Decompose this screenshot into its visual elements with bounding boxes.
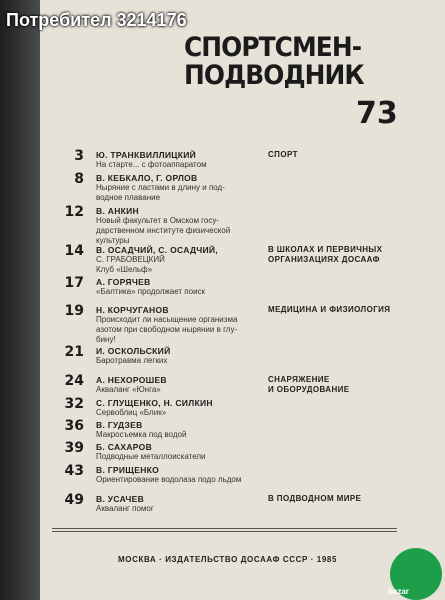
toc-article-title: Акваланг «Юнга» [96, 385, 161, 394]
toc-article-title: «Балтика» продолжает поиск [96, 287, 206, 296]
toc-page-number: 19 [64, 303, 84, 319]
toc-section-heading: И ОБОРУДОВАНИЕ [268, 385, 350, 394]
magazine-title [184, 34, 386, 90]
toc-page-number: 12 [64, 204, 84, 220]
toc-section-heading: СПОРТ [268, 150, 298, 159]
magazine-title-line2: ПОДВОДНИК [184, 60, 364, 91]
toc-article-title: Акваланг помог [96, 504, 154, 513]
toc-article-title: Происходит ли насыщение организма [96, 315, 238, 324]
toc-article-title: Ныряние с ластами в длину и под- [96, 183, 225, 192]
toc-article-title: Новый факультет в Омском госу- [96, 216, 220, 225]
background-edge [0, 0, 40, 600]
magazine-title-line1: СПОРТСМЕН- [184, 32, 362, 63]
toc-page-number: 49 [64, 492, 84, 508]
toc-section-heading: МЕДИЦИНА И ФИЗИОЛОГИЯ [268, 305, 391, 314]
footer-rule [52, 528, 397, 529]
toc-authors: В. АНКИН [96, 206, 139, 216]
toc-page-number: 24 [64, 373, 84, 389]
toc-article-title: Сервоблиц «Блик» [96, 408, 167, 417]
toc-authors: В. КЕБКАЛО, Г. ОРЛОВ [96, 173, 198, 183]
toc-page-number: 8 [74, 171, 84, 187]
toc-authors: В. ГУДЗЕВ [96, 420, 143, 430]
toc-page-number: 43 [64, 463, 84, 479]
toc-authors: И. ОСКОЛЬСКИЙ [96, 346, 171, 356]
toc-authors: Ю. ТРАНКВИЛЛИЦКИЙ [96, 150, 197, 160]
publisher-footer: МОСКВА · ИЗДАТЕЛЬСТВО ДОСААФ СССР · 1985 [118, 555, 338, 564]
toc-authors: В. ОСАДЧИЙ, С. ОСАДЧИЙ, [96, 245, 218, 255]
toc-section-heading: ОРГАНИЗАЦИЯХ ДОСААФ [268, 255, 380, 264]
toc-article-title: Баротравма легких [96, 356, 168, 365]
toc-authors: С. ГЛУЩЕНКО, Н. СИЛКИН [96, 398, 213, 408]
toc-page-number: 21 [64, 344, 84, 360]
toc-authors: Н. КОРЧУГАНОВ [96, 305, 169, 315]
toc-article-title: С. ГРАБОВЕЦКИЙ [96, 255, 165, 264]
toc-section-heading: В ШКОЛАХ И ПЕРВИЧНЫХ [268, 245, 383, 254]
toc-article-title: дарственном институте физической [96, 226, 231, 235]
toc-article-title: Подводные металлоискатели [96, 452, 206, 461]
toc-article-title: На старте... с фотоаппаратом [96, 160, 207, 169]
toc-page-number: 14 [64, 243, 84, 259]
toc-article-title: азотом при свободном нырянии в глу- [96, 325, 238, 334]
toc-article-title: водное плавание [96, 193, 161, 202]
toc-page-number: 36 [64, 418, 84, 434]
toc-authors: Б. САХАРОВ [96, 442, 153, 452]
toc-page-number: 32 [64, 396, 84, 412]
toc-authors: В. УСАЧЕВ [96, 494, 145, 504]
toc-authors: А. ГОРЯЧЕВ [96, 277, 151, 287]
toc-authors: А. НЕХОРОШЕВ [96, 375, 167, 385]
logo-text: bazar [388, 587, 409, 596]
toc-article-title: Макросъемка под водой [96, 430, 187, 439]
toc-section-heading: СНАРЯЖЕНИЕ [268, 375, 330, 384]
toc-page-number: 17 [64, 275, 84, 291]
magazine-issue: 73 [356, 96, 398, 131]
watermark-user: Потребител 3214176 [6, 10, 187, 30]
toc-article-title: бину! [96, 335, 116, 344]
toc-page-number: 3 [74, 148, 84, 164]
toc-authors: В. ГРИЩЕНКО [96, 465, 160, 475]
toc-page-number: 39 [64, 440, 84, 456]
toc-article-title: культуры [96, 236, 130, 245]
toc-section-heading: В ПОДВОДНОМ МИРЕ [268, 494, 362, 503]
toc-article-title: Ориентирование водолаза подо льдом [96, 475, 242, 484]
footer-rule-second [52, 531, 397, 532]
toc-article-title: Клуб «Шельф» [96, 265, 153, 274]
